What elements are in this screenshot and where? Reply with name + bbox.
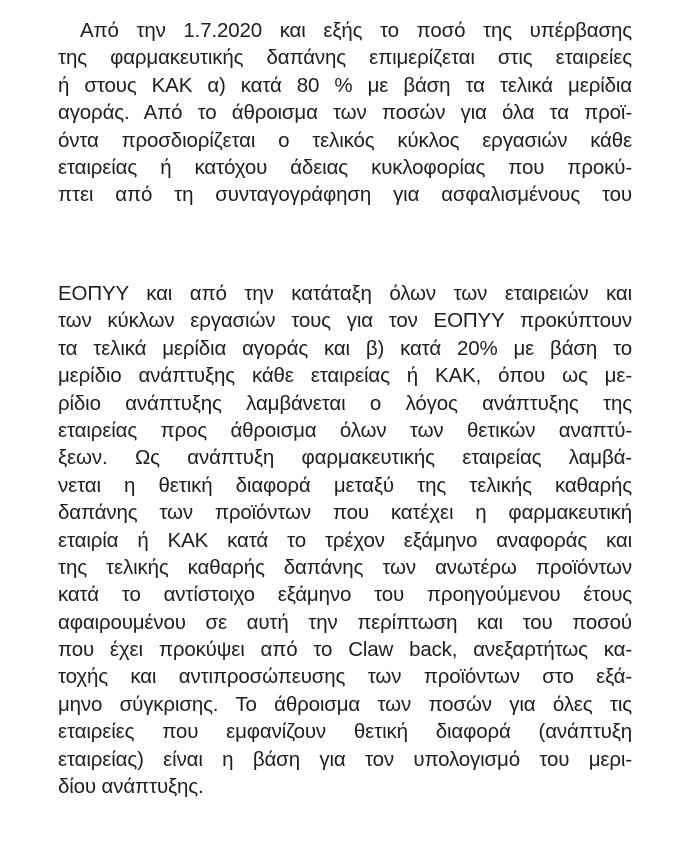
text-line: νεται η θετική διαφορά μεταξύ της τελικής καθαρής: [58, 473, 632, 497]
text-line: εταιρείας ή κατόχου άδειας κυκλοφορίας που προκύ-: [58, 155, 632, 179]
cropped-text-fragment: [60, 0, 120, 6]
paragraph-1: [58, 17, 632, 209]
text-line: που έχει προκύψει από το Claw back, ανεξαρτήτως κα-: [58, 638, 632, 662]
paragraph-2: [58, 280, 632, 800]
text-line: ΕΟΠΥΥ και από την κατάταξη όλων των εταιρειών και: [58, 282, 632, 305]
text-line: δαπάνης των προϊόντων που κατέχει η φαρμακευτική: [58, 501, 632, 525]
text-line: Από την 1.7.2020 και εξής το ποσό της υπέρβασης: [80, 19, 632, 42]
text-line: εταιρείας) είναι η βάση για τον υπολογισμό του μερι-: [58, 747, 632, 771]
text-line: όντα προσδιορίζεται ο τελικός κύκλος εργασιών κάθε: [58, 128, 632, 152]
text-line: ή στους ΚΑΚ α) κατά 80 % με βάση τα τελικά μερίδια: [58, 73, 632, 97]
text-line: της τελικής καθαρής δαπάνης των ανωτέρω προϊόντων: [58, 555, 632, 579]
text-line: κατά το αντίστοιχο εξάμηνο του προηγούμενου έτους: [58, 583, 632, 607]
text-line: εταιρείας προς άθροισμα όλων των θετικών αναπτύ-: [58, 418, 632, 442]
text-line: αφαιρουμένου σε αυτή την περίπτωση και του ποσού: [58, 610, 632, 634]
text-line: των κύκλων εργασιών τους για τον ΕΟΠΥΥ προκύπτουν: [58, 309, 632, 333]
text-line: τοχής και αντιπροσώπευσης των προϊόντων στο εξά-: [58, 665, 632, 689]
text-line: εταιρία ή ΚΑΚ κατά το τρέχον εξάμηνο αναφοράς και: [58, 528, 632, 552]
text-line: ξεων. Ως ανάπτυξη φαρμακευτικής εταιρείας λαμβά-: [58, 446, 632, 470]
text-line: δίου ανάπτυξης.: [58, 775, 204, 799]
text-line: ρίδιο ανάπτυξης λαμβάνεται ο λόγος ανάπτυξης της: [58, 391, 632, 415]
text-line: πτει από τη συνταγογράφηση για ασφαλισμένους του: [58, 183, 632, 207]
text-line: εταιρείες που εμφανίζουν θετική διαφορά (ανάπτυξη: [58, 720, 632, 744]
text-line: τα τελικά μερίδια αγοράς και β) κατά 20% με βάση το: [58, 336, 632, 360]
text-line: της φαρμακευτικής δαπάνης επιμερίζεται στις εταιρείες: [58, 46, 632, 70]
text-line: μηνο σύγκρισης. Το άθροισμα των ποσών για όλες τις: [58, 692, 632, 716]
text-line: μερίδιο ανάπτυξης κάθε εταιρείας ή ΚΑΚ, όπου ως με-: [58, 364, 632, 388]
text-line: αγοράς. Από το άθροισμα των ποσών για όλα τα προϊ-: [58, 101, 632, 125]
